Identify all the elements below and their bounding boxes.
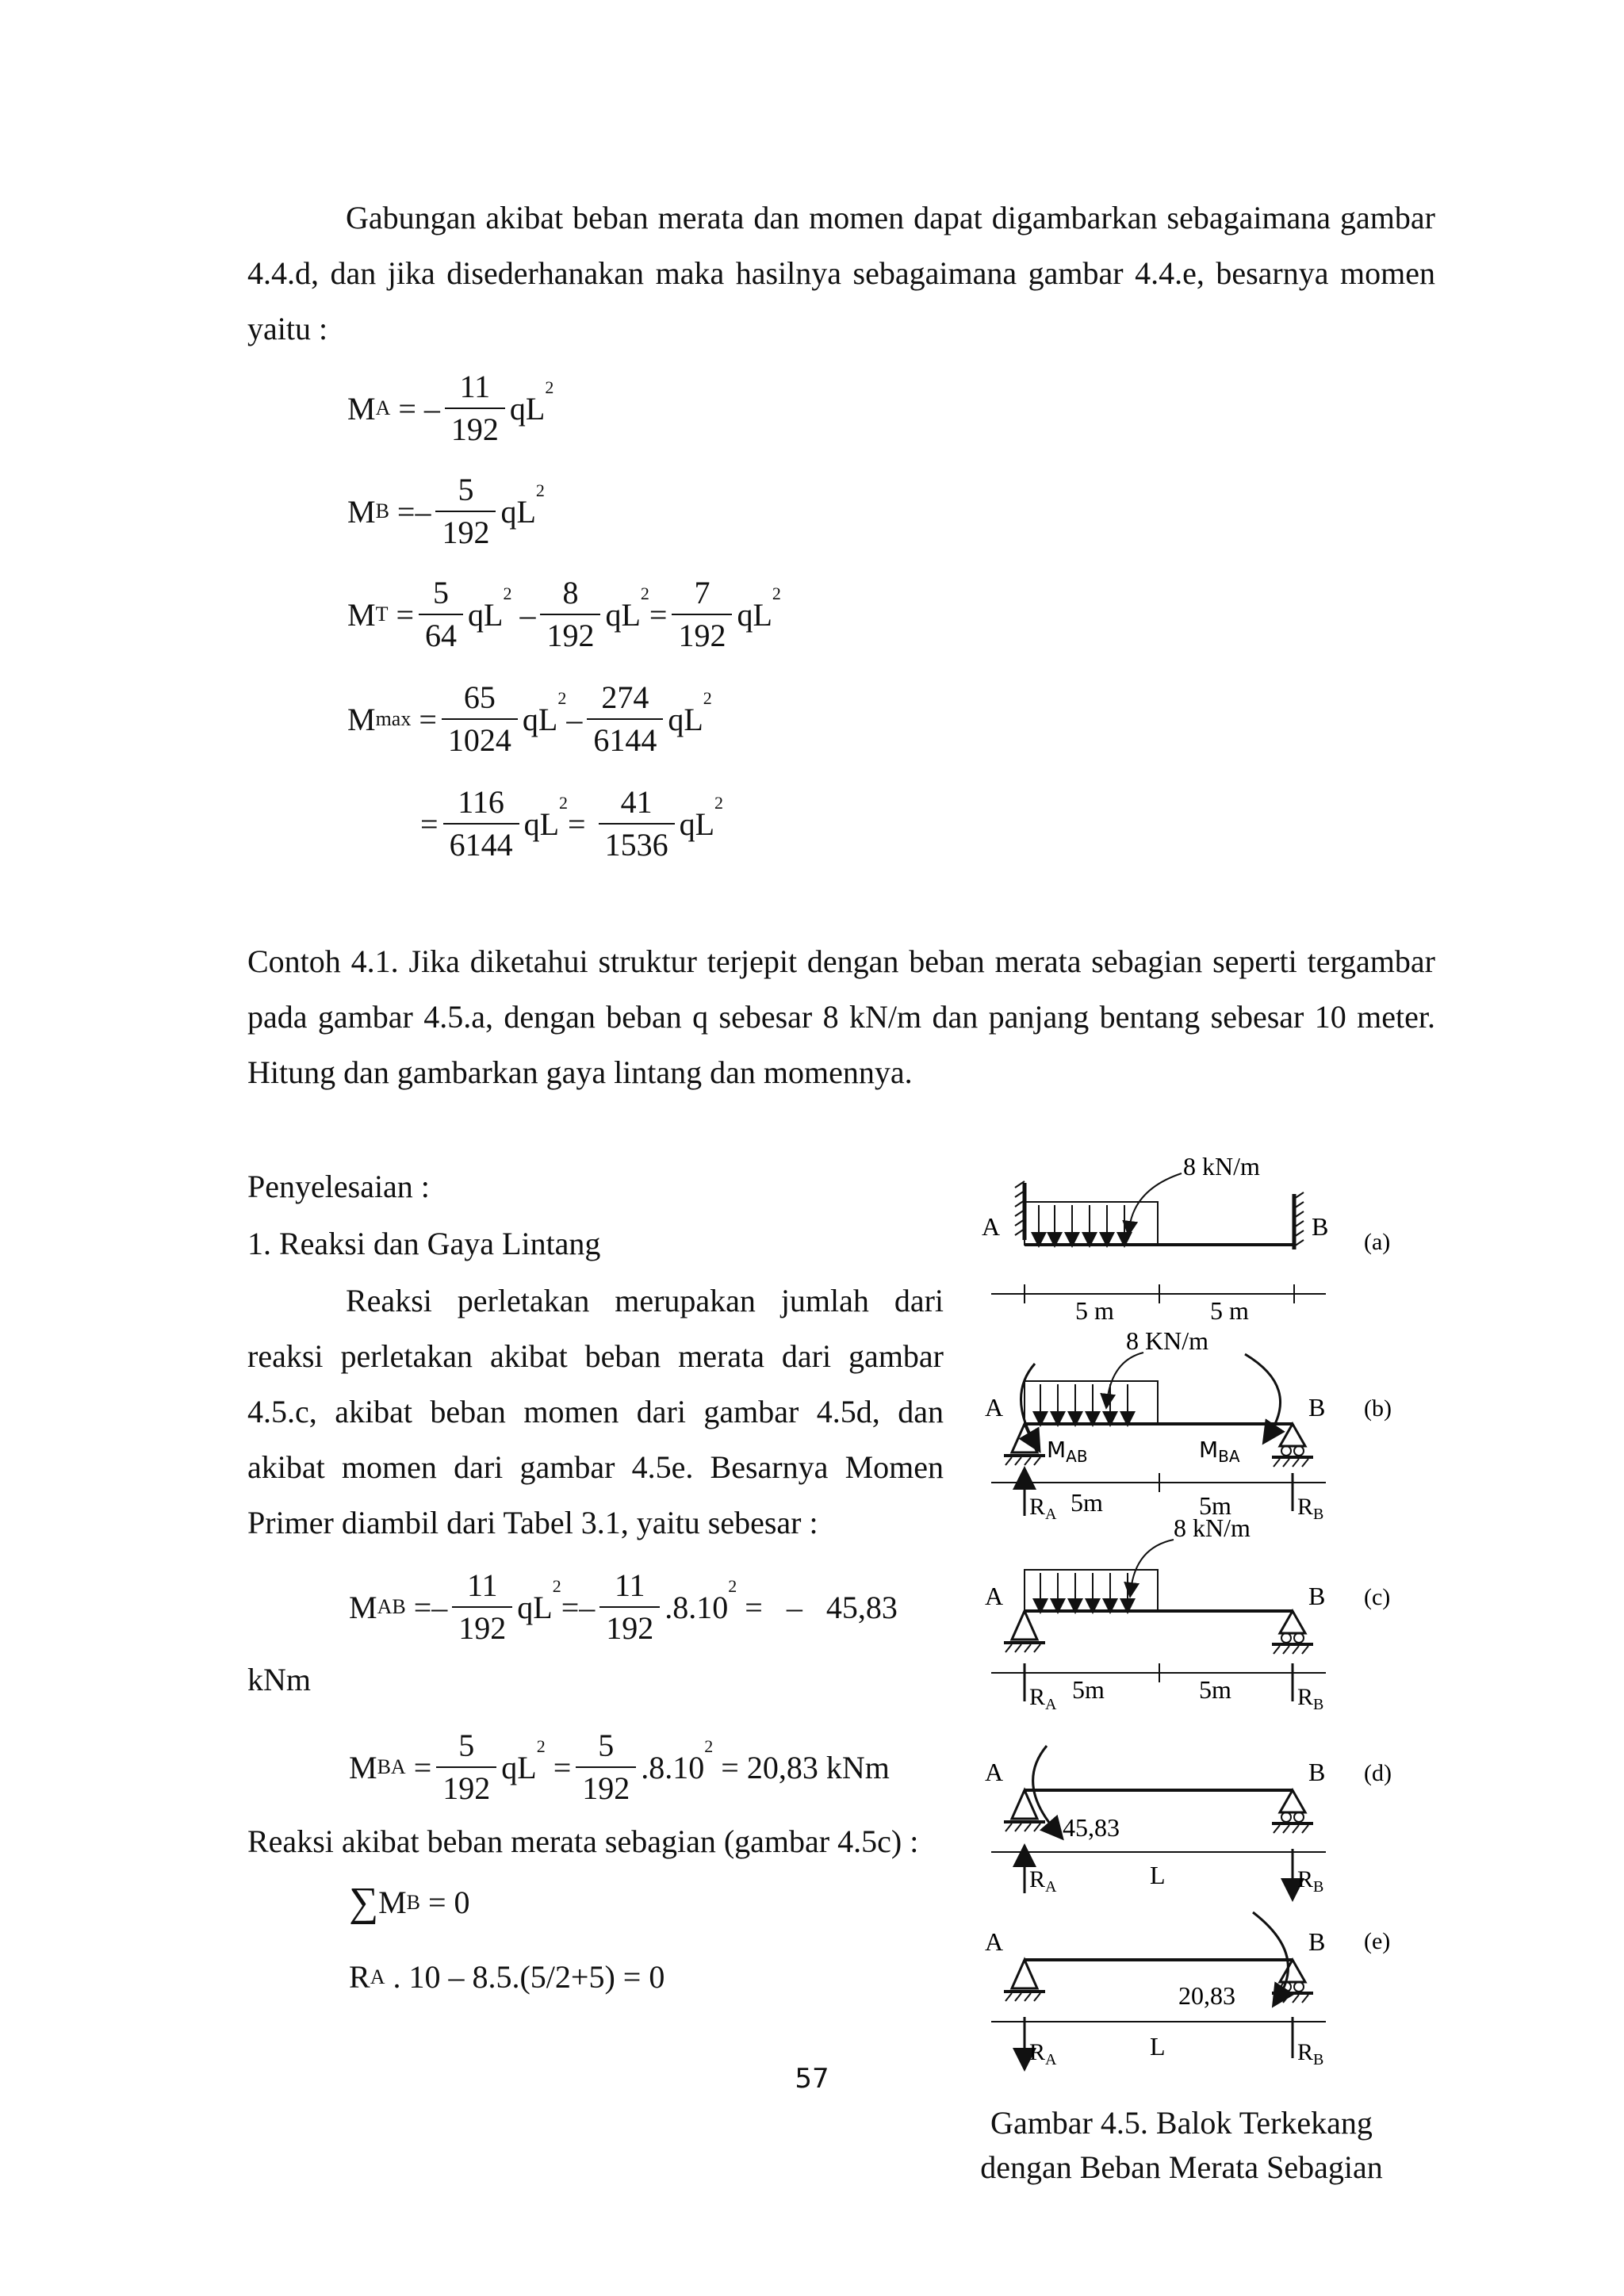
support-label-b-right: B (1308, 1393, 1326, 1422)
solution-heading: Penyelesaian : (247, 1169, 430, 1204)
moment-label-e: 20,83 (1178, 1981, 1235, 2010)
moment-label-d: 45,83 (1063, 1813, 1120, 1842)
figure-4-5 (936, 1142, 1491, 2093)
equation-mt: M T = $\frac{5}{64}$ qL $^2$ – $\frac{8}{192}$ qL $^2$ = $\frac{7}{192}$ qL $^2$ (347, 575, 781, 653)
reaction-e-ra: $R_A$ (1029, 2039, 1057, 2068)
support-label-e-right: B (1308, 1927, 1326, 1956)
equation-mab: M AB =– $\frac{11}{192}$ qL $^2$ =– $\frac{11}{192}$ .8.10 $^2$ = – 45,83 (349, 1567, 898, 1646)
reaction-b-rb: $R_B$ (1297, 1494, 1324, 1523)
intro-text: Gabungan akibat beban merata dan momen dapat digambarkan sebagaimana gambar 4.4.d, dan jika disederhanakan maka hasilnya sebagaimana gambar 4.4.e, besarnya momen yaitu : (247, 200, 1435, 346)
example-paragraph: Contoh 4.1. Jika diketahui struktur terjepit dengan beban merata sebagian seperti tergambar pada gambar 4.5.a, dengan beban q sebesar 8 kN/m dan panjang bentang sebesar 10 meter. Hitung dan gambarkan gaya lintang dan momennya. (247, 943, 1435, 1090)
equation-mmax-simplified: = $\frac{116}{6144}$ qL $^2$ = $\frac{41}{1536}$ qL $^2$ (420, 784, 723, 863)
moment-label-b-right: $M_{BA}$ (1199, 1437, 1240, 1466)
subfigure-b (985, 1326, 1392, 1523)
equation-ma: M A = – $\frac{11}{192}$ qL $^2$ (347, 369, 554, 447)
support-label-c-right: B (1308, 1582, 1326, 1610)
figure-caption (980, 2101, 1383, 2190)
caption-line-2: dengan Beban Merata Sebagian (980, 2149, 1383, 2185)
tag-d: (d) (1364, 1760, 1392, 1786)
reaction-c-rb: $R_B$ (1297, 1684, 1324, 1713)
support-label-b-left: A (985, 1393, 1004, 1422)
reaction-paragraph: Reaksi perletakan merupakan jumlah dari reaksi perletakan akibat beban merata dari gambar 4.5.c, akibat beban momen dari gambar 4.5d, dan akibat momen dari gambar 4.5e. Besarnya Momen Primer diambil dari Tabel 3.1, yaitu sebesar : (247, 1283, 944, 1540)
load-label-c: 8 kN/m (1174, 1513, 1251, 1542)
equation-mb: M B =– $\frac{5}{192}$ qL $^2$ (347, 472, 545, 550)
reaction-c-ra: $R_A$ (1029, 1684, 1057, 1713)
dim-c-seg1: 5m (1072, 1675, 1105, 1704)
moment-label-b-left: $M_{AB}$ (1047, 1437, 1088, 1466)
reaction-d-ra: $R_A$ (1029, 1866, 1057, 1896)
equation-mmax: M max = $\frac{65}{1024}$ qL $^2$ – $\frac{274}{6144}$ qL $^2$ (347, 679, 712, 758)
sum-mb-equation: ∑ M B = 0 (349, 1880, 470, 1925)
intro-paragraph (247, 190, 1435, 357)
dim-c-seg2: 5m (1199, 1675, 1231, 1704)
dim-b-seg1: 5m (1071, 1488, 1103, 1517)
knm-wrap: kNm (247, 1662, 311, 1697)
support-label-a-right: B (1312, 1212, 1329, 1241)
span-label-e: L (1150, 2032, 1166, 2061)
tag-a: (a) (1364, 1229, 1391, 1255)
subfigure-c (985, 1513, 1390, 1713)
page-number: 57 (795, 2063, 829, 2095)
caption-line-1: Gambar 4.5. Balok Terkekang (990, 2105, 1373, 2141)
span-label-d: L (1150, 1861, 1166, 1889)
support-label-c-left: A (985, 1582, 1004, 1610)
tag-c: (c) (1364, 1584, 1391, 1610)
reaction-d-rb: $R_B$ (1297, 1866, 1324, 1896)
support-label-d-right: B (1308, 1758, 1326, 1786)
support-label-a-left: A (982, 1212, 1001, 1241)
reaction-b-ra: $R_A$ (1029, 1494, 1057, 1523)
tag-e: (e) (1364, 1928, 1391, 1954)
dim-a-seg2: 5 m (1210, 1296, 1249, 1325)
subfigure-a (982, 1152, 1390, 1325)
dim-b-seg2: 5m (1199, 1491, 1231, 1520)
tag-b: (b) (1364, 1395, 1392, 1422)
load-label-b: 8 KN/m (1126, 1326, 1208, 1355)
dim-a-seg1: 5 m (1075, 1296, 1114, 1325)
equation-mba: M BA = $\frac{5}{192}$ qL $^2$ = $\frac{5}{192}$ .8.10 $^2$ = 20,83 kNm (349, 1728, 890, 1806)
subfigure-e (985, 1912, 1390, 2068)
subfigure-d (985, 1746, 1392, 1896)
ra-equation: R A . 10 – 8.5.(5/2+5) = 0 (349, 1959, 665, 1995)
support-label-d-left: A (985, 1758, 1004, 1786)
support-label-e-left: A (985, 1927, 1004, 1956)
section-1-heading: 1. Reaksi dan Gaya Lintang (247, 1226, 601, 1261)
load-label-a: 8 kN/m (1183, 1152, 1260, 1181)
partial-load-line: Reaksi akibat beban merata sebagian (gambar 4.5c) : (247, 1823, 919, 1859)
reaction-e-rb: $R_B$ (1297, 2039, 1324, 2068)
